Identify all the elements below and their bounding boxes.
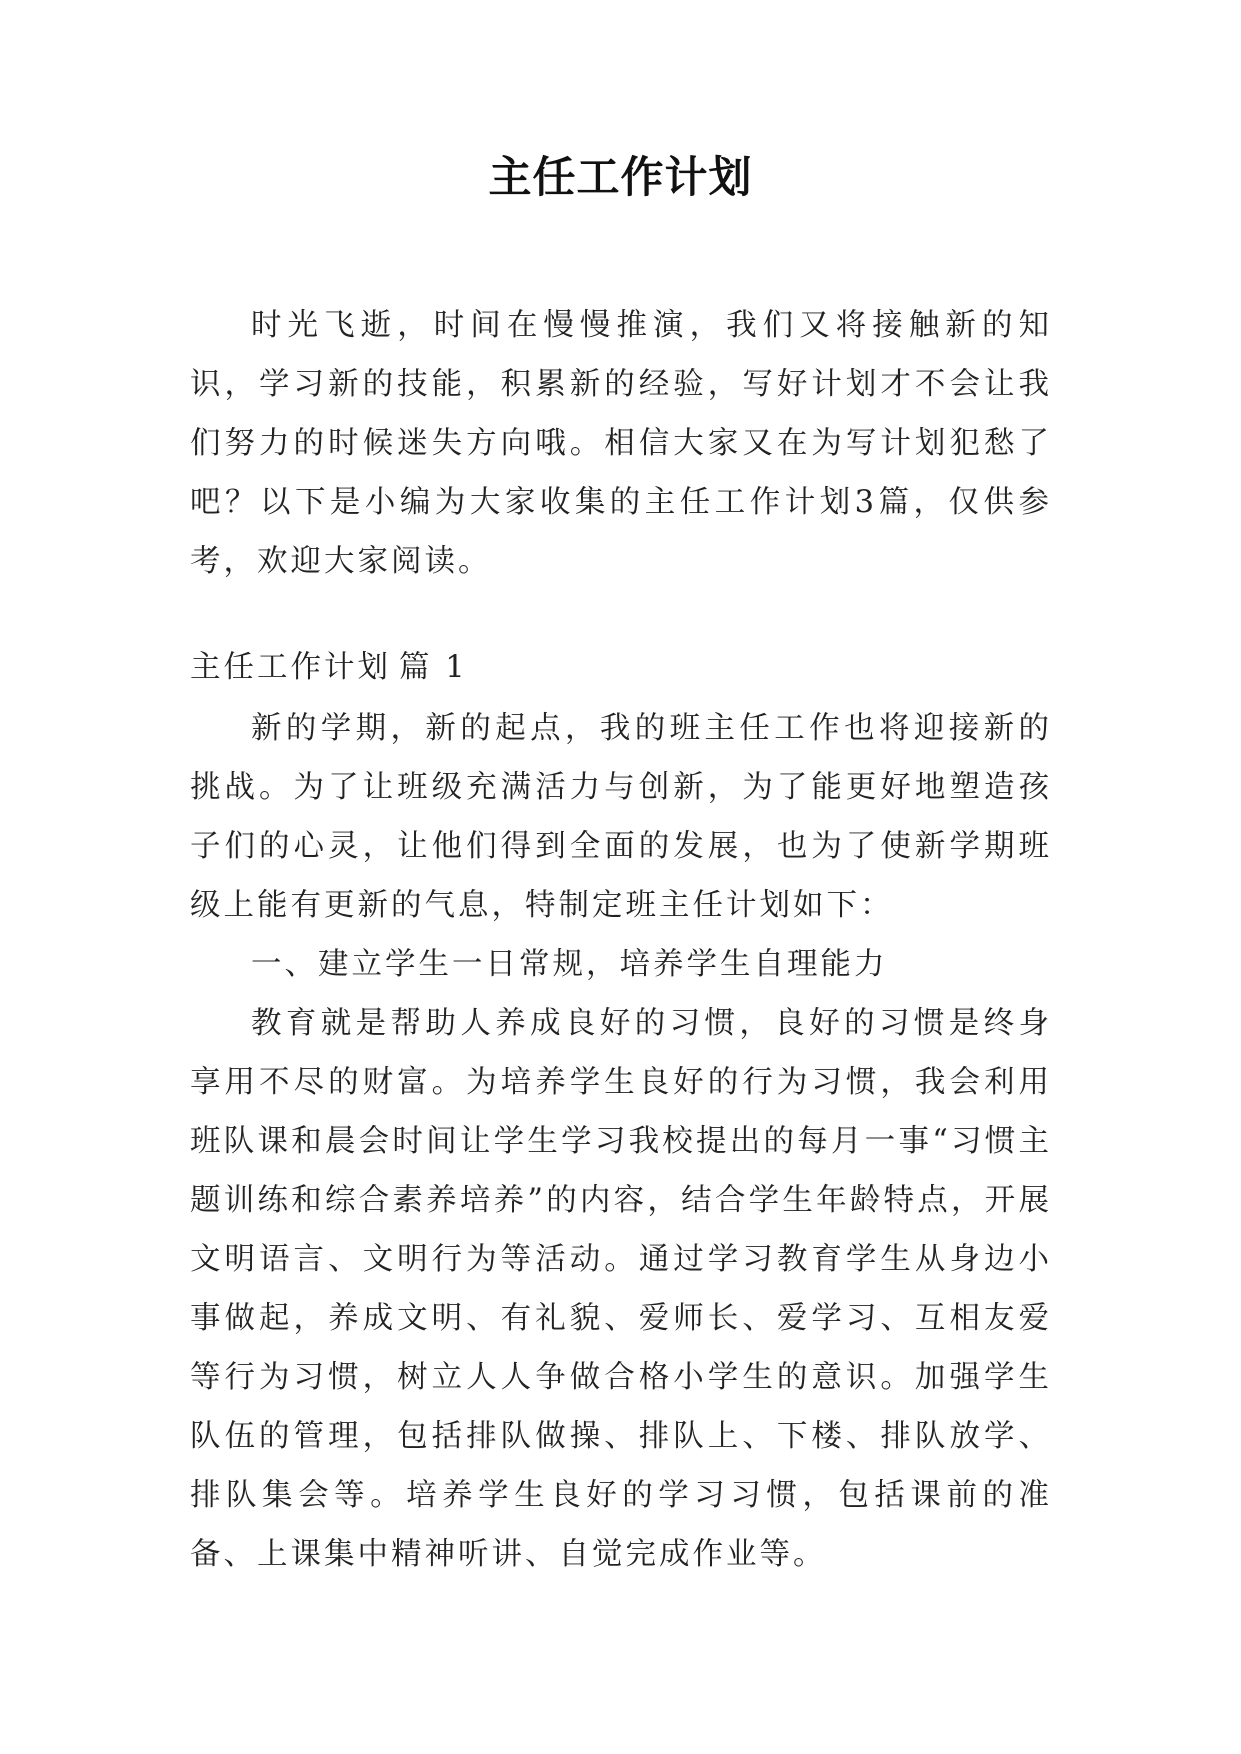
section-heading — [190, 638, 1052, 697]
section-paragraph: 教育就是帮助人养成良好的习惯，良好的习惯是终身享用不尽的财富。为培养学生良好的行为习惯，我会利用班队课和晨会时间让学生学习我校提出的每月一事“习惯主题训练和综合素养培养”的内容，结合学生年龄特点，开展文明语言、文明行为等活动。通过学习教育学生从身边小事做起，养成文明、有礼貌、爱师长、爱学习、互相友爱等行为习惯，树立人人争做合格小学生的意识。加强学生队伍的管理，包括排队做操、排队上、下楼、排队放学、排队集会等。培养学生良好的学习习惯，包括课前的准备、上课集中精神听讲、自觉完成作业等。 — [190, 1006, 1052, 1572]
intro-paragraph: 时光飞逝，时间在慢慢推演，我们又将接触新的知识，学习新的技能，积累新的经验，写好计划才不会让我们努力的时候迷失方向哦。相信大家又在为写计划犯愁了吧？以下是小编为大家收集的主任工作计划3篇，仅供参考，欢迎大家阅读。 — [190, 308, 1052, 579]
section-paragraph: 新的学期，新的起点，我的班主任工作也将迎接新的挑战。为了让班级充满活力与创新，为了能更好地塑造孩子们的心灵，让他们得到全面的发展，也为了使新学期班级上能有更新的气息，特制定班主任计划如下： — [190, 711, 1052, 923]
section-heading-number: 篇 1 — [399, 650, 468, 685]
document-title: 主任工作计划 — [488, 153, 753, 203]
section-1 — [190, 638, 1052, 1584]
intro-block — [190, 296, 1052, 591]
section-subheading: 一、建立学生一日常规，培养学生自理能力 — [251, 947, 888, 982]
section-heading-title: 主任工作计划 — [190, 650, 391, 685]
